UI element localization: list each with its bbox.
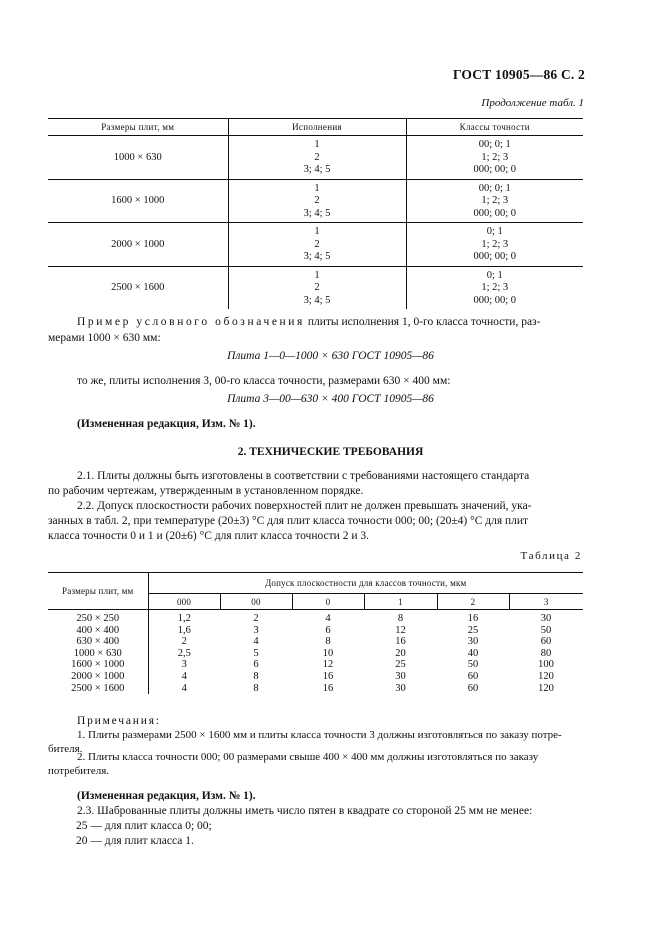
designation-example-1: Плита 1—0—1000 × 630 ГОСТ 10905—86 bbox=[227, 350, 434, 362]
t2-column-1: 8 12 16 20 25 30 30 bbox=[395, 613, 406, 694]
designation-example-2: Плита 3—00—630 × 400 ГОСТ 10905—86 bbox=[227, 393, 434, 405]
section-title: 2. ТЕХНИЧЕСКИЕ ТРЕБОВАНИЯ bbox=[237, 446, 424, 458]
page-header: ГОСТ 10905—86 С. 2 bbox=[452, 67, 585, 82]
t2-column-3: 30 50 60 80 100 120 120 bbox=[538, 613, 554, 694]
t1-header-size: Размеры плит, мм bbox=[48, 119, 228, 136]
table-row bbox=[48, 136, 583, 180]
t2-column-0: 4 6 8 10 12 16 16 bbox=[322, 613, 334, 694]
t2-class-000: 000 bbox=[148, 594, 220, 610]
t1-header-class: Классы точности bbox=[406, 119, 583, 136]
example-text-2: то же, плиты исполнения 3, 00-го класса точности, размерами 630 × 400 мм: bbox=[77, 375, 451, 387]
t2-class-3: 3 bbox=[509, 594, 583, 610]
revision-note: (Измененная редакция, Изм. № 1). bbox=[77, 418, 256, 430]
notes-heading: Примечания: bbox=[77, 715, 161, 727]
note-2-line-2: потребителя. bbox=[48, 765, 110, 777]
t1-size-cell: 1600 × 1000 bbox=[48, 179, 228, 223]
t2-sizes-column: 250 × 250 400 × 400 630 × 400 1000 × 630 1600 × 1000 2000 × 1000 2500 × 1600 bbox=[48, 610, 148, 695]
table-row bbox=[48, 266, 583, 309]
t2-header-tolerance: Допуск плоскостности для классов точности, мкм bbox=[148, 573, 583, 594]
t1-version-cell: 1 2 3; 4; 5 bbox=[228, 136, 406, 180]
clause-2-2-line-2: занных в табл. 2, при температуре (20±3) °С для плит класса точности 000; 00; (20±4) °С для плит bbox=[48, 515, 529, 527]
example-line-2: мерами 1000 × 630 мм: bbox=[48, 332, 161, 344]
example-rest: плиты исполнения 1, 0-го класса точности, раз- bbox=[304, 316, 541, 328]
table-2-caption: Таблица 2 bbox=[520, 550, 582, 562]
clause-2-3: 2.3. Шаброванные плиты должны иметь число пятен в квадрате со стороной 25 мм не менее: bbox=[77, 805, 533, 817]
clause-2-2-line-3: класса точности 0 и 1 и (20±6) °С для плит класса точности 2 и 3. bbox=[48, 530, 369, 542]
t2-column-2: 16 25 30 40 50 60 60 bbox=[467, 613, 479, 694]
t1-size-cell: 2000 × 1000 bbox=[48, 223, 228, 267]
table-row bbox=[48, 179, 583, 223]
t2-class-00: 00 bbox=[220, 594, 292, 610]
t2-column-000: 1,2 1,6 2 2,5 3 4 4 bbox=[177, 613, 191, 694]
clause-2-2-line-1: 2.2. Допуск плоскостности рабочих поверхностей плит не должен превышать значений, ука- bbox=[77, 500, 532, 512]
t1-version-cell: 1 2 3; 4; 5 bbox=[228, 179, 406, 223]
example-lead: Пример условного обозначения bbox=[77, 316, 305, 328]
t1-class-cell: 00; 0; 1 1; 2; 3 000; 00; 0 bbox=[406, 136, 583, 180]
t1-size-cell: 1000 × 630 bbox=[48, 136, 228, 180]
table-2 bbox=[48, 572, 583, 694]
t1-version-cell: 1 2 3; 4; 5 bbox=[228, 223, 406, 267]
revision-note-2: (Измененная редакция, Изм. № 1). bbox=[77, 790, 256, 802]
t2-class-1: 1 bbox=[364, 594, 437, 610]
table-row bbox=[48, 223, 583, 267]
table-continuation-label: Продолжение табл. 1 bbox=[481, 97, 584, 109]
t1-class-cell: 0; 1 1; 2; 3 000; 00; 0 bbox=[473, 269, 517, 306]
note-2-line-1: 2. Плиты класса точности 000; 00 размерами свыше 400 × 400 мм должны изготовляться по заказу bbox=[77, 751, 539, 763]
example-line-1 bbox=[77, 316, 540, 328]
t1-version-cell: 1 2 3; 4; 5 bbox=[228, 266, 406, 309]
t2-class-0: 0 bbox=[292, 594, 364, 610]
t1-class-cell: 0; 1 1; 2; 3 000; 00; 0 bbox=[406, 223, 583, 267]
clause-2-3-item-20: 20 — для плит класса 1. bbox=[76, 835, 194, 847]
t2-class-2: 2 bbox=[437, 594, 509, 610]
note-1-line-1: 1. Плиты размерами 2500 × 1600 мм и плиты класса точности 3 должны изготовляться по заказу потре- bbox=[77, 729, 562, 741]
t1-header-version: Исполнения bbox=[228, 119, 406, 136]
t2-column-00: 2 3 4 5 6 8 8 bbox=[253, 613, 259, 694]
t1-class-cell: 00; 0; 1 1; 2; 3 000; 00; 0 bbox=[406, 179, 583, 223]
table-1 bbox=[48, 118, 583, 309]
t2-header-size: Размеры плит, мм bbox=[48, 573, 148, 610]
note-1-line-2: бителя. bbox=[48, 743, 83, 755]
clause-2-3-item-25: 25 — для плит класса 0; 00; bbox=[76, 820, 212, 832]
clause-2-1-line-1: 2.1. Плиты должны быть изготовлены в соответствии с требованиями настоящего стандарта bbox=[77, 470, 530, 482]
clause-2-1-line-2: по рабочим чертежам, утвержденным в установленном порядке. bbox=[48, 485, 364, 497]
t1-size-cell: 2500 × 1600 bbox=[111, 282, 165, 293]
